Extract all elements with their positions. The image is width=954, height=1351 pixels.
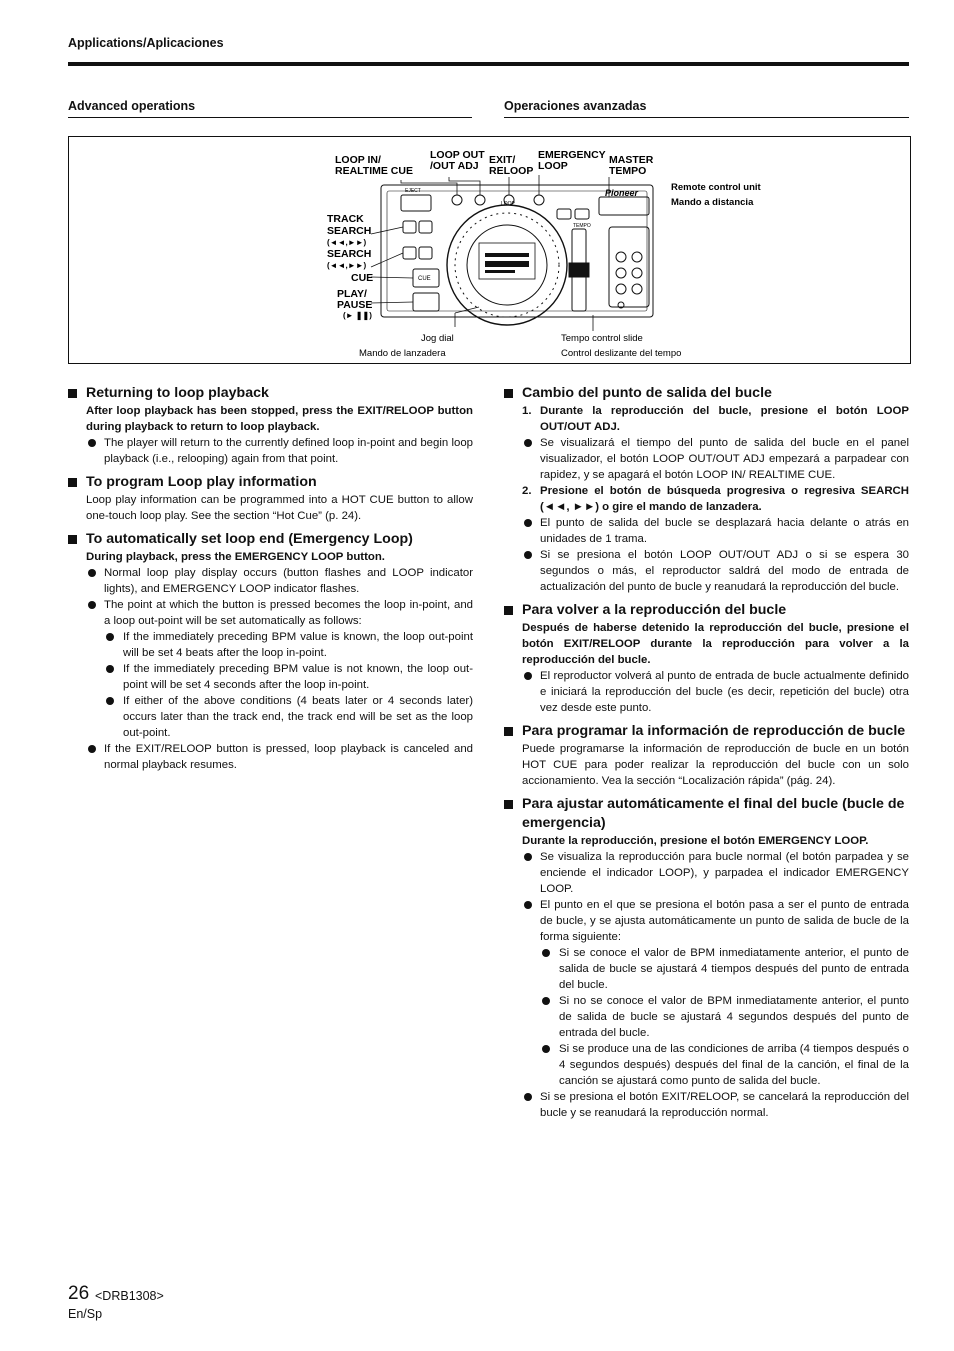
bullet: Si se presiona el botón EXIT/RELOOP, se cancelará la reproducción del bucle y se reanudará la reproducción normal. <box>504 1089 909 1121</box>
running-header: Applications/Aplicaciones <box>68 36 224 50</box>
step-text: Durante la reproducción del bucle, presione el botón LOOP OUT/OUT ADJ. <box>540 405 909 433</box>
instruction: Durante la reproducción, presione el botón EMERGENCY LOOP. <box>522 835 869 847</box>
section-title: Para volver a la reproducción del bucle <box>504 601 909 620</box>
search-label: SEARCH <box>327 248 372 260</box>
bullet: El punto en el que se presiona el botón pasa a ser el punto de entrada de bucle, y se ajusta automáticamente un punto de salida de bucle de la forma siguiente: <box>504 897 909 945</box>
step-number: 2. <box>522 485 532 497</box>
sub-bullet: Si se conoce el valor de BPM inmediatamente anterior, el punto de salida de bucle se ajustará 4 tiempos después del punto de entrada del bucle. <box>504 945 909 993</box>
jog-dial-markings <box>485 253 529 273</box>
bullet: Se visualiza la reproducción para bucle normal (el botón parpadea y se enciende el indicador LOOP), y parpadea el indicador EMERGENCY LOOP. <box>504 849 909 897</box>
instruction: Después de haberse detenido la reproducción del bucle, presione el botón EXIT/RELOOP durante la reproducción para volver a la reproducción del bucle. <box>522 622 909 666</box>
tempo-slide-label-2: Control deslizante del tempo <box>561 348 682 359</box>
player-diagram <box>68 136 911 364</box>
track-search-label-3: (◄◄,►►) <box>327 238 367 247</box>
sub-bullet: Si no se conoce el valor de BPM inmediatamente anterior, el punto de salida de bucle se ajustará 4 segundos después del punto de entrada del bucle. <box>504 993 909 1041</box>
sub-bullet: Si se produce una de las condiciones de arriba (4 tiempos después o 4 segundos después) después del final de la canción, el final de la canción se ajustará como punto de salida del bucle. <box>504 1041 909 1089</box>
numbered-step <box>504 483 909 515</box>
search-label-2: (◄◄,►►) <box>327 261 367 270</box>
loop-out-label: LOOP OUT <box>430 149 485 161</box>
jog-dial-label-2: Mando de lanzadera <box>359 348 446 359</box>
panel-cue-label: CUE <box>418 276 431 282</box>
spanish-column <box>504 384 909 1121</box>
section-title: Cambio del punto de salida del bucle <box>504 384 909 403</box>
panel-eject-label: EJECT <box>405 188 421 194</box>
section-title: Para ajustar automáticamente el final del bucle (bucle de emergencia) <box>504 795 909 833</box>
language-code: En/Sp <box>68 1307 103 1321</box>
loop-out-label-2: /OUT ADJ <box>430 160 479 172</box>
bullet: Normal loop play display occurs (button flashes and LOOP indicator lights), and EMERGENCY LOOP indicator flashes. <box>68 565 473 597</box>
master-tempo-label: MASTER <box>609 154 654 166</box>
play-pause-label-3: (► ❚❚) <box>343 311 372 320</box>
section-title: To automatically set loop end (Emergency Loop) <box>68 530 473 549</box>
remote-label: Remote control unit <box>671 182 761 193</box>
document-code: <DRB1308> <box>95 1289 164 1303</box>
emergency-loop-label-2: LOOP <box>538 160 568 172</box>
section-title: Returning to loop playback <box>68 384 473 403</box>
loop-in-label-2: REALTIME CUE <box>335 165 413 177</box>
heading-rule-right <box>504 117 909 118</box>
loop-in-label: LOOP IN/ <box>335 154 381 166</box>
exit-reloop-label-2: RELOOP <box>489 165 534 177</box>
exit-reloop-label: EXIT/ <box>489 154 516 166</box>
remote-label-2: Mando a distancia <box>671 197 754 208</box>
section-heading-spanish: Operaciones avanzadas <box>504 99 647 113</box>
bottom-labels <box>359 333 681 359</box>
numbered-step <box>504 403 909 435</box>
panel-loop-label: LOOP <box>501 201 515 207</box>
panel-brand-logo: Pioneer <box>605 188 639 198</box>
header-rule <box>68 62 909 66</box>
step-number: 1. <box>522 405 532 417</box>
emergency-loop-label: EMERGENCY <box>538 149 606 161</box>
step-text: Presione el botón de búsqueda progresiva o regresiva SEARCH (◄◄, ►►) o gire el mando de lanzadera. <box>540 485 909 513</box>
sub-bullet: If the immediately preceding BPM value is known, the loop out-point will be set 4 beats after the loop in-point. <box>68 629 473 661</box>
sub-bullet: If either of the above conditions (4 beats later or 4 seconds later) occurs later than the track end, the track end will be set as the loop out-point. <box>68 693 473 741</box>
player-illustration <box>69 137 912 365</box>
sub-bullet: If the immediately preceding BPM value is not known, the loop out-point will be set 4 seconds after the loop in-point. <box>68 661 473 693</box>
bullet: The point at which the button is pressed becomes the loop in-point, and a loop out-point will be set automatically as follows: <box>68 597 473 629</box>
jog-dial-label: Jog dial <box>421 333 454 344</box>
english-column <box>68 384 473 773</box>
bullet: El punto de salida del bucle se desplazará hacia delante o atrás en unidades de 1 trama. <box>504 515 909 547</box>
play-pause-label: PLAY/ <box>337 288 367 300</box>
tempo-slide-label: Tempo control slide <box>561 333 643 344</box>
bullet: Si se presiona el botón LOOP OUT/OUT ADJ o si se espera 30 segundos o más, el reproductor saldrá del modo de entrada de actualización del punto de bucle y reanudará la reproducción del bucle. <box>504 547 909 595</box>
bullet: Se visualizará el tiempo del punto de salida del bucle en el panel visualizador, el botón LOOP OUT/OUT ADJ empezará a parpadear con rapidez, y se apagará el botón LOOP IN/ REALTIME CUE. <box>504 435 909 483</box>
track-search-label-2: SEARCH <box>327 225 372 237</box>
section-heading-english: Advanced operations <box>68 99 196 113</box>
panel-tempo-label: TEMPO <box>573 223 591 229</box>
section-title: To program Loop play information <box>68 473 473 492</box>
bullet: If the EXIT/RELOOP button is pressed, loop playback is canceled and normal playback resumes. <box>68 741 473 773</box>
paragraph: Puede programarse la información de reproducción de bucle en un botón HOT CUE para poder realizar la reproducción del bucle con un solo accionamiento. Vea la sección “Localización rápida” (pág. 24). <box>522 743 909 787</box>
heading-rule-left <box>68 117 472 118</box>
bullet: El reproductor volverá al punto de entrada de bucle actualmente definido e iniciará la reproducción del bucle (es decir, repetición del bucle) otra vez desde este punto. <box>504 668 909 716</box>
master-tempo-label-2: TEMPO <box>609 165 647 177</box>
play-pause-label-2: PAUSE <box>337 299 373 311</box>
callout-labels <box>327 149 762 321</box>
track-search-label: TRACK <box>327 213 364 225</box>
page-number: 26 <box>68 1283 90 1304</box>
instruction: During playback, press the EMERGENCY LOOP button. <box>86 551 385 563</box>
cue-label: CUE <box>351 272 374 284</box>
section-title: Para programar la información de reproducción de bucle <box>504 722 909 741</box>
instruction: After loop playback has been stopped, press the EXIT/RELOOP button during playback to return to loop playback. <box>86 405 473 433</box>
bullet: The player will return to the currently defined loop in-point and begin loop playback (i.e., relooping) again from that point. <box>68 435 473 467</box>
paragraph: Loop play information can be programmed into a HOT CUE button to allow one-touch loop play. See the section “Hot Cue” (p. 24). <box>86 494 473 522</box>
